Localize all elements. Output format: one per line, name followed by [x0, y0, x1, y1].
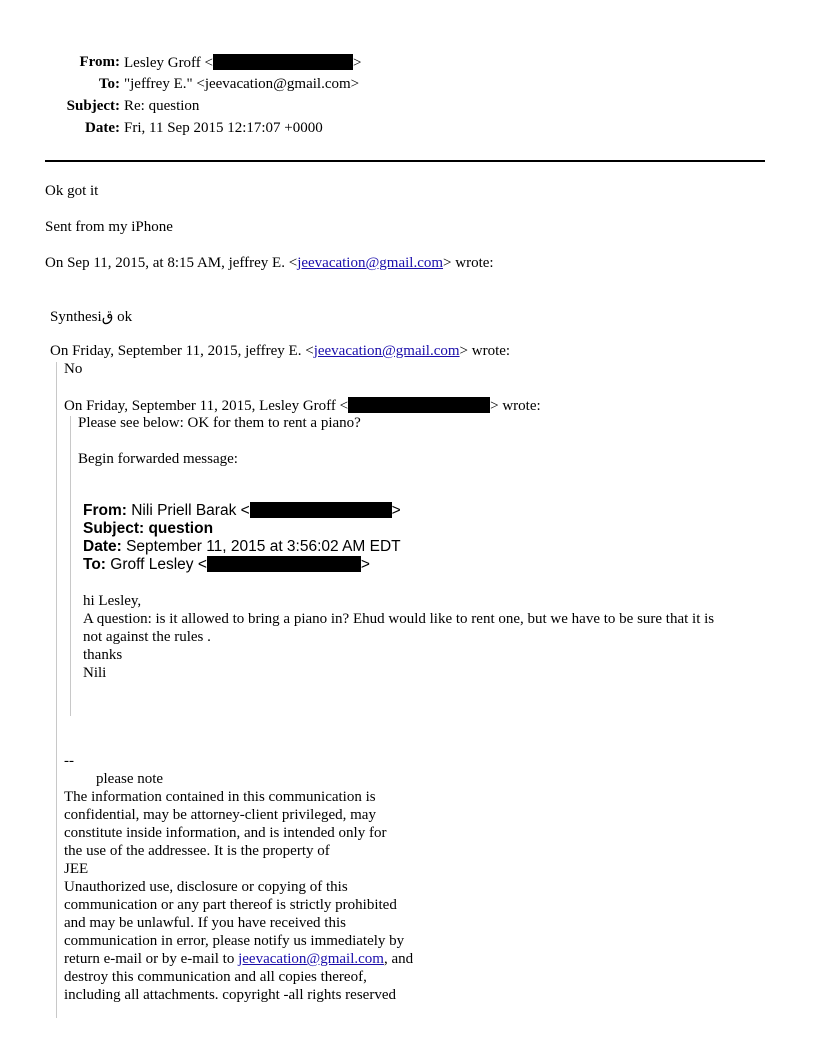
disclaimer-line: communication or any part thereof is strictly prohibited	[64, 897, 397, 913]
disclaimer-line: confidential, may be attorney-client privileged, may	[64, 807, 376, 823]
redaction-bar	[207, 556, 361, 572]
from-label: From:	[79, 54, 120, 70]
quote-bar-outer	[56, 362, 57, 1018]
body-line-sent: Sent from my iPhone	[45, 219, 173, 235]
quoted-synth: Synthesiق ok	[50, 309, 133, 325]
to-label: To:	[98, 76, 120, 92]
disclaimer-line: destroy this communication and all copies thereof,	[64, 969, 367, 985]
to-value: "jeffrey E." <jeevacation@gmail.com>	[124, 76, 360, 92]
disclaimer-line: communication in error, please notify us immediately by	[64, 933, 405, 949]
fwd-message-line-2: not against the rules .	[83, 629, 211, 645]
signature-dashes: --	[64, 753, 74, 769]
disclaimer-line: including all attachments. copyright -all rights reserved	[64, 987, 396, 1003]
date-label: Date:	[85, 120, 120, 136]
disclaimer-line: the use of the addressee. It is the property of	[64, 843, 330, 859]
subject-label: Subject:	[66, 98, 120, 114]
fwd-greeting: hi Lesley,	[83, 593, 142, 609]
header-divider	[45, 160, 765, 162]
subject-value: Re: question	[124, 98, 200, 114]
fwd-to: To: Groff Lesley < >	[83, 556, 370, 573]
fwd-subject: Subject: question	[83, 520, 214, 537]
disclaimer-line: JEE	[64, 861, 89, 877]
signature-please-note: please note	[96, 771, 164, 787]
redaction-bar	[348, 397, 490, 413]
reply-attribution-2: On Friday, September 11, 2015, jeffrey E. <jeevacation@gmail.com> wrote:	[50, 343, 511, 359]
disclaimer-line: The information contained in this communication is	[64, 789, 376, 805]
disclaimer-line: constitute inside information, and is intended only for	[64, 825, 387, 841]
email-link[interactable]: jeevacation@gmail.com	[313, 343, 460, 359]
from-value: Lesley Groff < >	[124, 55, 362, 71]
disclaimer-line: Unauthorized use, disclosure or copying of this	[64, 879, 348, 895]
reply-attribution-1: On Sep 11, 2015, at 8:15 AM, jeffrey E. <jeevacation@gmail.com> wrote:	[45, 255, 494, 271]
date-value: Fri, 11 Sep 2015 12:17:07 +0000	[124, 120, 323, 136]
body-line-ok: Ok got it	[45, 183, 99, 199]
quoted-begin-forwarded: Begin forwarded message:	[78, 451, 238, 467]
fwd-thanks: thanks	[83, 647, 123, 663]
disclaimer-return-line: return e-mail or by e-mail to jeevacation@gmail.com, and	[64, 951, 414, 967]
email-link[interactable]: jeevacation@gmail.com	[297, 255, 444, 271]
reply-attribution-3: On Friday, September 11, 2015, Lesley Groff < > wrote:	[64, 398, 541, 414]
quoted-please-see: Please see below: OK for them to rent a piano?	[78, 415, 361, 431]
fwd-signoff: Nili	[83, 665, 107, 681]
fwd-message-line-1: A question: is it allowed to bring a piano in? Ehud would like to rent one, but we have to be sure that it is	[83, 611, 715, 627]
redaction-bar	[213, 54, 353, 70]
disclaimer-line: and may be unlawful. If you have received this	[64, 915, 346, 931]
email-link[interactable]: jeevacation@gmail.com	[238, 951, 384, 967]
fwd-from: From: Nili Priell Barak < >	[83, 502, 401, 519]
redaction-bar	[250, 502, 392, 518]
quoted-no: No	[64, 361, 83, 377]
fwd-date: Date: September 11, 2015 at 3:56:02 AM EDT	[83, 538, 401, 555]
quote-bar-inner	[70, 416, 71, 716]
